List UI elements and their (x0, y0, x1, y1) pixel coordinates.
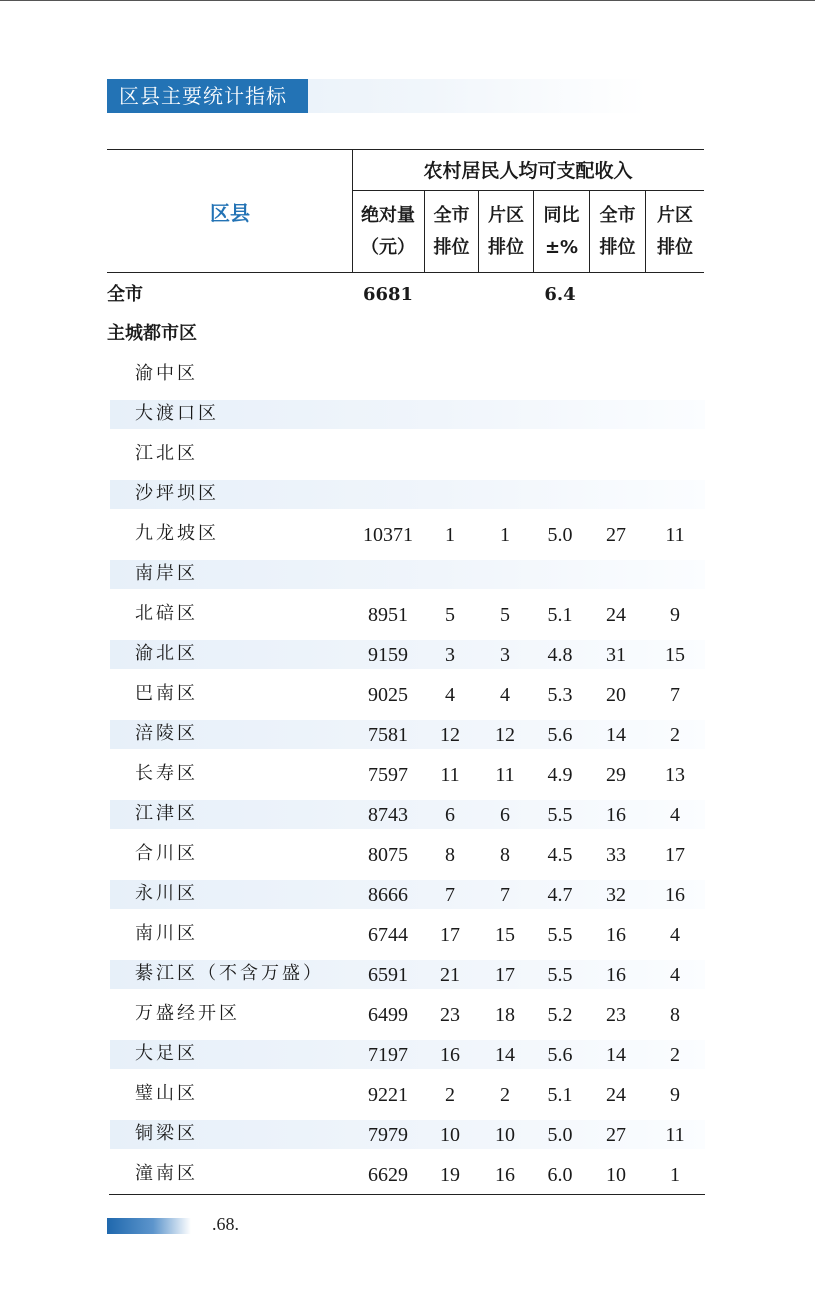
district-name: 渝中区 (135, 363, 198, 384)
table-row (107, 834, 705, 874)
city-rank-cell: 7 (445, 884, 455, 906)
area-rank-cell: 4 (500, 684, 510, 706)
yoy-city-rank-cell: 14 (606, 1044, 626, 1066)
area-rank-cell: 10 (495, 1124, 515, 1146)
district-name: 南岸区 (135, 563, 198, 584)
city-rank-cell: 11 (440, 764, 460, 786)
city-total-absolute: 6681 (362, 284, 414, 305)
city-rank-cell: 4 (445, 684, 455, 706)
yoy-city-rank-cell: 14 (606, 724, 626, 746)
absolute-cell: 10371 (363, 524, 413, 546)
area-rank-cell: 17 (495, 964, 515, 986)
area-rank-cell: 1 (500, 524, 510, 546)
table-row (107, 554, 705, 594)
district-name: 九龙坡区 (135, 523, 219, 544)
district-name: 渝北区 (135, 643, 198, 664)
absolute-cell: 8666 (368, 884, 408, 906)
district-name: 綦江区（不含万盛） (135, 963, 324, 984)
yoy-city-rank-cell: 24 (606, 1084, 626, 1106)
city-rank-cell: 21 (440, 964, 460, 986)
area-rank-cell: 12 (495, 724, 515, 746)
absolute-cell: 6499 (368, 1004, 408, 1026)
yoy-cell: 4.9 (547, 764, 573, 786)
yoy-cell: 5.1 (547, 604, 573, 626)
area-rank-cell: 5 (500, 604, 510, 626)
yoy-cell: 5.1 (547, 1084, 573, 1106)
absolute-cell: 8743 (368, 804, 408, 826)
col-header-line2: ±% (544, 237, 579, 258)
yoy-cell: 5.6 (547, 724, 573, 746)
district-name: 南川区 (135, 923, 198, 944)
col-header-yoy-city-rank (590, 200, 645, 264)
area-rank-cell: 14 (495, 1044, 515, 1066)
yoy-city-rank-cell: 16 (606, 804, 626, 826)
yoy-city-rank-cell: 33 (606, 844, 626, 866)
col-header-area-rank (479, 200, 533, 264)
col-header-city-rank (425, 200, 478, 264)
yoy-area-rank-cell: 2 (670, 724, 680, 746)
city-rank-cell: 8 (445, 844, 455, 866)
yoy-cell: 5.3 (547, 684, 573, 706)
district-name: 江津区 (135, 803, 198, 824)
area-rank-cell: 8 (500, 844, 510, 866)
col-header-line1: 全市 (599, 205, 636, 226)
district-name: 璧山区 (135, 1083, 198, 1104)
area-rank-cell: 6 (500, 804, 510, 826)
yoy-area-rank-cell: 11 (665, 524, 685, 546)
table-row (107, 994, 705, 1034)
area-rank-cell: 15 (495, 924, 515, 946)
city-rank-cell: 16 (440, 1044, 460, 1066)
col-header-line1: 片区 (657, 205, 693, 226)
table-row (107, 394, 705, 434)
district-name: 合川区 (135, 843, 198, 864)
col-header-line2: 排位 (657, 237, 693, 258)
table-bottom-rule (109, 1194, 705, 1195)
table-row (107, 1114, 705, 1154)
yoy-area-rank-cell: 9 (670, 604, 680, 626)
col-header-yoy-area-rank (646, 200, 704, 264)
absolute-cell: 8951 (368, 604, 408, 626)
district-name: 北碚区 (135, 603, 198, 624)
table-row (107, 714, 705, 754)
group-header: 农村居民人均可支配收入 (423, 160, 633, 182)
absolute-cell: 7197 (368, 1044, 408, 1066)
table-row (107, 1154, 705, 1194)
col-header-line2: 排位 (433, 237, 470, 258)
yoy-city-rank-cell: 16 (606, 964, 626, 986)
table-row (107, 634, 705, 674)
table-row (107, 354, 705, 394)
city-rank-cell: 17 (440, 924, 460, 946)
district-name: 江北区 (135, 443, 198, 464)
main-urban-row (107, 314, 703, 354)
table-row (107, 474, 705, 514)
yoy-cell: 6.0 (547, 1164, 573, 1186)
district-name: 潼南区 (135, 1163, 198, 1184)
yoy-cell: 5.5 (547, 964, 573, 986)
top-rule (0, 0, 815, 1)
absolute-cell: 9159 (368, 644, 408, 666)
absolute-cell: 8075 (368, 844, 408, 866)
absolute-cell: 6591 (368, 964, 408, 986)
area-rank-cell: 7 (500, 884, 510, 906)
table-row (107, 794, 705, 834)
district-name: 大渡口区 (135, 403, 219, 424)
city-rank-cell: 3 (445, 644, 455, 666)
yoy-area-rank-cell: 4 (670, 804, 680, 826)
yoy-area-rank-cell: 16 (665, 884, 685, 906)
table-row (107, 754, 705, 794)
district-name: 铜梁区 (135, 1123, 198, 1144)
yoy-area-rank-cell: 2 (670, 1044, 680, 1066)
col-header-line2: 排位 (488, 237, 524, 258)
area-rank-cell: 16 (495, 1164, 515, 1186)
yoy-city-rank-cell: 23 (606, 1004, 626, 1026)
yoy-area-rank-cell: 7 (670, 684, 680, 706)
absolute-cell: 6629 (368, 1164, 408, 1186)
city-rank-cell: 2 (445, 1084, 455, 1106)
city-total-label: 全市 (107, 284, 143, 305)
yoy-city-rank-cell: 27 (606, 524, 626, 546)
col-header-line1: 全市 (433, 205, 470, 226)
group-header-rule (353, 190, 704, 191)
city-rank-cell: 10 (440, 1124, 460, 1146)
district-name: 沙坪坝区 (135, 483, 219, 504)
absolute-cell: 6744 (368, 924, 408, 946)
table-row (107, 514, 705, 554)
yoy-area-rank-cell: 4 (670, 964, 680, 986)
yoy-area-rank-cell: 13 (665, 764, 685, 786)
city-total-yoy: 6.4 (544, 284, 576, 305)
area-rank-cell: 2 (500, 1084, 510, 1106)
yoy-city-rank-cell: 16 (606, 924, 626, 946)
table-row (107, 954, 705, 994)
yoy-area-rank-cell: 9 (670, 1084, 680, 1106)
absolute-cell: 9221 (368, 1084, 408, 1106)
col-header-line2: 排位 (599, 237, 636, 258)
district-name: 长寿区 (135, 763, 198, 784)
yoy-cell: 4.5 (547, 844, 573, 866)
col-header-line1: 片区 (488, 205, 524, 226)
city-rank-cell: 6 (445, 804, 455, 826)
yoy-cell: 5.5 (547, 804, 573, 826)
city-rank-cell: 5 (445, 604, 455, 626)
table-row (107, 674, 705, 714)
col-header-absolute (352, 200, 424, 264)
header-bottom-rule (107, 272, 704, 273)
table-row (107, 594, 705, 634)
city-rank-cell: 23 (440, 1004, 460, 1026)
district-name: 永川区 (135, 883, 198, 904)
table-row (107, 1034, 705, 1074)
table-row (107, 1074, 705, 1114)
area-rank-cell: 11 (495, 764, 515, 786)
yoy-city-rank-cell: 20 (606, 684, 626, 706)
city-rank-cell: 12 (440, 724, 460, 746)
yoy-area-rank-cell: 11 (665, 1124, 685, 1146)
yoy-area-rank-cell: 1 (670, 1164, 680, 1186)
yoy-cell: 5.5 (547, 924, 573, 946)
absolute-cell: 7979 (368, 1124, 408, 1146)
yoy-area-rank-cell: 4 (670, 924, 680, 946)
absolute-cell: 7581 (368, 724, 408, 746)
yoy-city-rank-cell: 10 (606, 1164, 626, 1186)
city-rank-cell: 19 (440, 1164, 460, 1186)
col-header-line2: （元） (361, 237, 415, 258)
yoy-city-rank-cell: 27 (606, 1124, 626, 1146)
yoy-cell: 4.7 (547, 884, 573, 906)
yoy-cell: 5.2 (547, 1004, 573, 1026)
yoy-area-rank-cell: 15 (665, 644, 685, 666)
col-header-line1: 绝对量 (361, 205, 415, 226)
table-row (107, 874, 705, 914)
yoy-cell: 5.6 (547, 1044, 573, 1066)
city-rank-cell: 1 (445, 524, 455, 546)
col-header-line1: 同比 (543, 205, 580, 226)
yoy-area-rank-cell: 8 (670, 1004, 680, 1026)
row-shading (110, 560, 705, 589)
district-header: 区县 (210, 201, 250, 225)
area-rank-cell: 18 (495, 1004, 515, 1026)
district-name: 万盛经开区 (135, 1003, 240, 1024)
yoy-city-rank-cell: 31 (606, 644, 626, 666)
city-total-row (107, 275, 703, 315)
absolute-cell: 9025 (368, 684, 408, 706)
section-title: 区县主要统计指标 (107, 79, 308, 113)
yoy-cell: 5.0 (547, 524, 573, 546)
col-header-yoy (534, 200, 589, 264)
area-rank-cell: 3 (500, 644, 510, 666)
yoy-city-rank-cell: 29 (606, 764, 626, 786)
yoy-cell: 5.0 (547, 1124, 573, 1146)
yoy-area-rank-cell: 17 (665, 844, 685, 866)
table-row (107, 914, 705, 954)
absolute-cell: 7597 (368, 764, 408, 786)
yoy-city-rank-cell: 32 (606, 884, 626, 906)
footer-bar (107, 1218, 191, 1234)
district-name: 涪陵区 (135, 723, 198, 744)
main-urban-label: 主城都市区 (107, 323, 197, 344)
district-table-body (107, 354, 705, 1194)
page-number: .68. (212, 1214, 239, 1234)
yoy-cell: 4.8 (547, 644, 573, 666)
district-name: 巴南区 (135, 683, 198, 704)
district-name: 大足区 (135, 1043, 198, 1064)
table-row (107, 434, 705, 474)
yoy-city-rank-cell: 24 (606, 604, 626, 626)
